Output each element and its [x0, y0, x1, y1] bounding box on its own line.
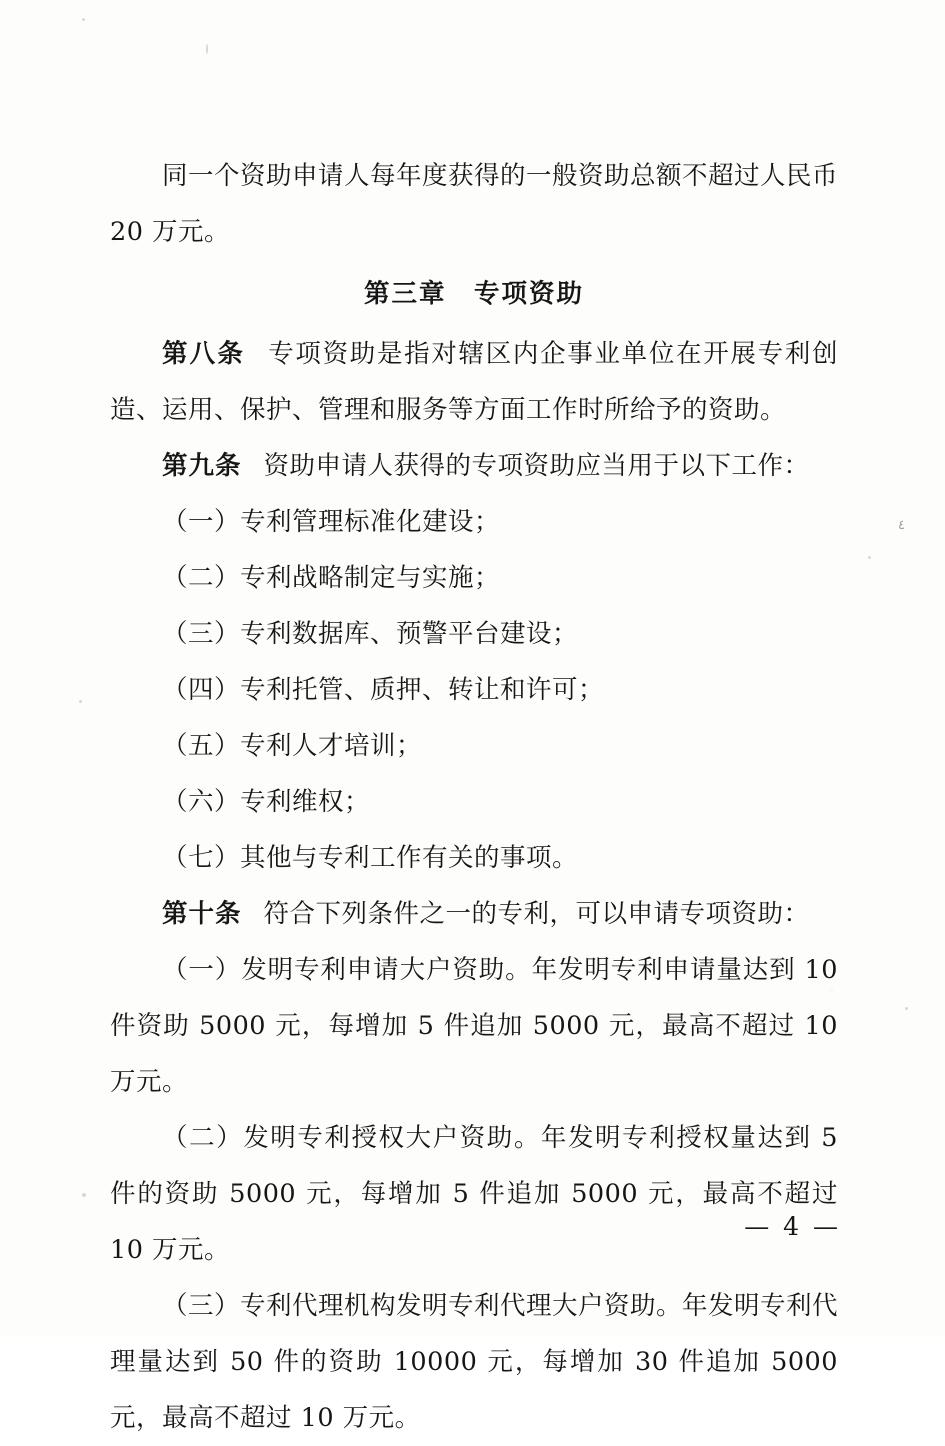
paragraph-general-subsidy-cap: 同一个资助申请人每年度获得的一般资助总额不超过人民币 20 万元。: [110, 161, 839, 247]
list-item: （六）专利维权；: [162, 787, 371, 817]
margin-mark-icon: ٤: [898, 518, 905, 533]
list-item: （一）专利管理标准化建设；: [162, 507, 501, 537]
scan-speck: [79, 700, 82, 703]
list-item: （一）发明专利申请大户资助。年发明专利申请量达到 10 件资助 5000 元，每增加 5 件追加 5000 元，最高不超过 10 万元。: [110, 955, 838, 1097]
clause-article-eight: [110, 326, 838, 438]
clause-text-article-ten: 符合下列条件之一的专利，可以申请专项资助：: [263, 899, 810, 929]
scan-speck: [905, 1007, 908, 1010]
document-body: [110, 148, 838, 1446]
section-heading-chapter-three: 第三章 专项资助: [363, 279, 584, 309]
scan-speck: [82, 18, 85, 21]
list-item: （二）发明专利授权大户资助。年发明专利授权量达到 5 件的资助 5000 元，每增加 5 件追加 5000 元，最高不超过 10 万元。: [110, 1123, 838, 1265]
clause-label-article-ten: 第十条: [162, 899, 242, 929]
clause-text-article-eight: 专项资助是指对辖区内企事业单位在开展专利创造、运用、保护、管理和服务等方面工作时所给予的资助。: [110, 339, 838, 425]
list-item: （五）专利人才培训；: [162, 731, 423, 761]
clause-label-article-eight: 第八条: [162, 339, 246, 369]
list-item: （三）专利数据库、预警平台建设；: [162, 619, 579, 649]
list-item: （二）专利战略制定与实施；: [162, 563, 501, 593]
scan-speck: [206, 44, 208, 54]
clause-text-article-nine: 资助申请人获得的专项资助应当用于以下工作：: [263, 451, 810, 481]
page-number: — 4 —: [744, 1212, 841, 1241]
scan-speck: [868, 556, 871, 559]
clause-article-ten: [110, 886, 838, 942]
list-item: （七）其他与专利工作有关的事项。: [162, 843, 579, 873]
list-item: （三）专利代理机构发明专利代理大户资助。年发明专利代理量达到 50 件的资助 10000 元，每增加 30 件追加 5000 元，最高不超过 10 万元。: [110, 1291, 839, 1433]
scan-speck: [82, 1193, 86, 1197]
clause-label-article-nine: 第九条: [162, 451, 242, 481]
clause-article-nine: [110, 438, 838, 494]
list-item: （四）专利托管、质押、转让和许可；: [162, 675, 605, 705]
